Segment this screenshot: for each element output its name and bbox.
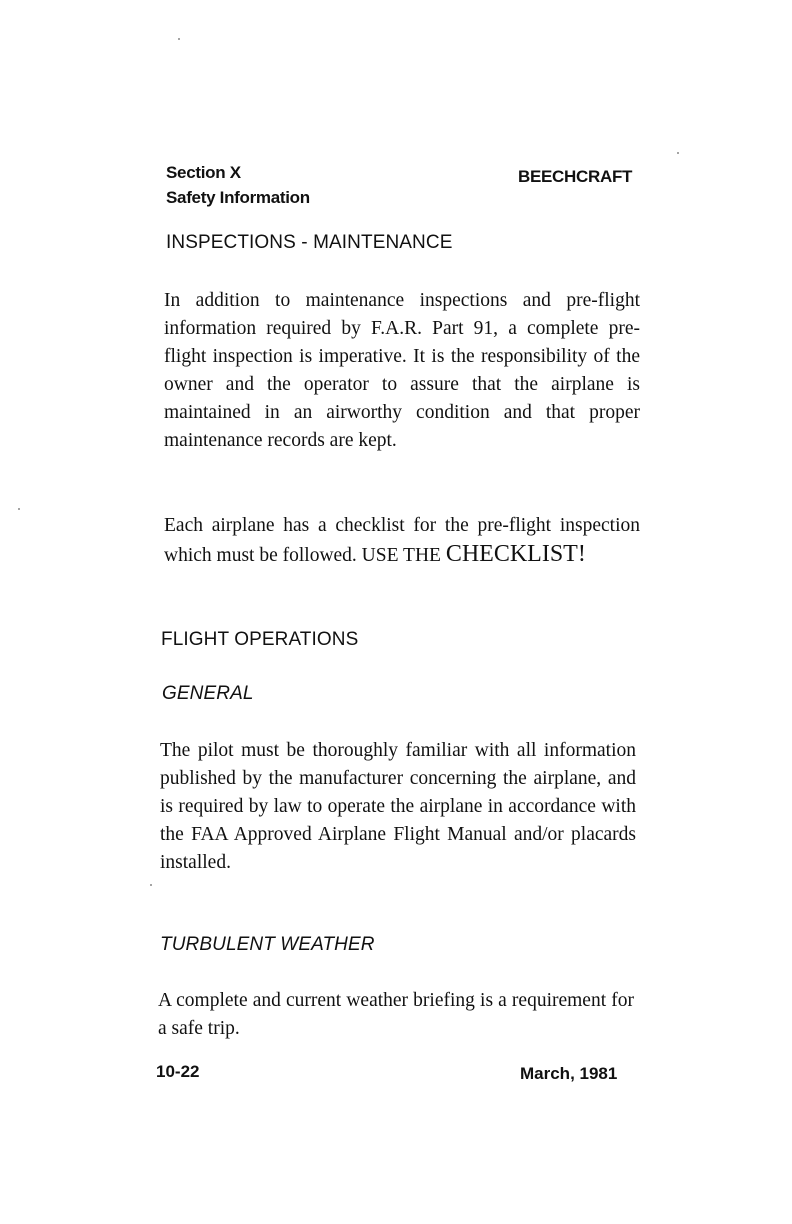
section-label: Section X: [166, 163, 241, 182]
turbulent-weather-paragraph: A complete and current weather briefing is a requirement for a safe trip.: [158, 990, 634, 1039]
turbulent-weather-subheading: TURBULENT WEATHER: [160, 934, 375, 955]
scan-speck: [150, 884, 152, 886]
general-paragraph: The pilot must be thoroughly familiar with all information published by the manufacturer concerning the airplane, and is required by law to operate the airplane in accordance with the FAA Approved Airplane Flight Manual and/or placards installed.: [160, 740, 636, 873]
general-subheading: GENERAL: [162, 683, 254, 704]
flight-operations-heading: FLIGHT OPERATIONS: [161, 629, 359, 650]
publication-date: March, 1981: [520, 1064, 618, 1083]
section-subtitle: Safety Information: [166, 188, 310, 207]
scan-speck: [178, 38, 180, 40]
inspections-paragraph-2: [164, 512, 640, 570]
inspections-paragraph-1: In addition to maintenance inspections and pre-flight information required by F.A.R. Part 91, a complete pre-flight inspection is imperative. It is the responsibility of the owner and the operator to assure that the airplane is maintained in an airworthy condition and that proper maintenance records are kept.: [164, 290, 640, 451]
scan-speck: [18, 508, 20, 510]
inspections-paragraph-2-text: Each airplane has a checklist for the pre-flight inspection which must be followed. USE THE: [164, 515, 640, 566]
inspections-heading: INSPECTIONS - MAINTENANCE: [166, 232, 453, 253]
checklist-emphasis: CHECKLIST!: [445, 541, 586, 567]
scan-speck: [677, 152, 679, 154]
brand-name: BEECHCRAFT: [518, 167, 633, 186]
page-number: 10-22: [156, 1062, 200, 1081]
